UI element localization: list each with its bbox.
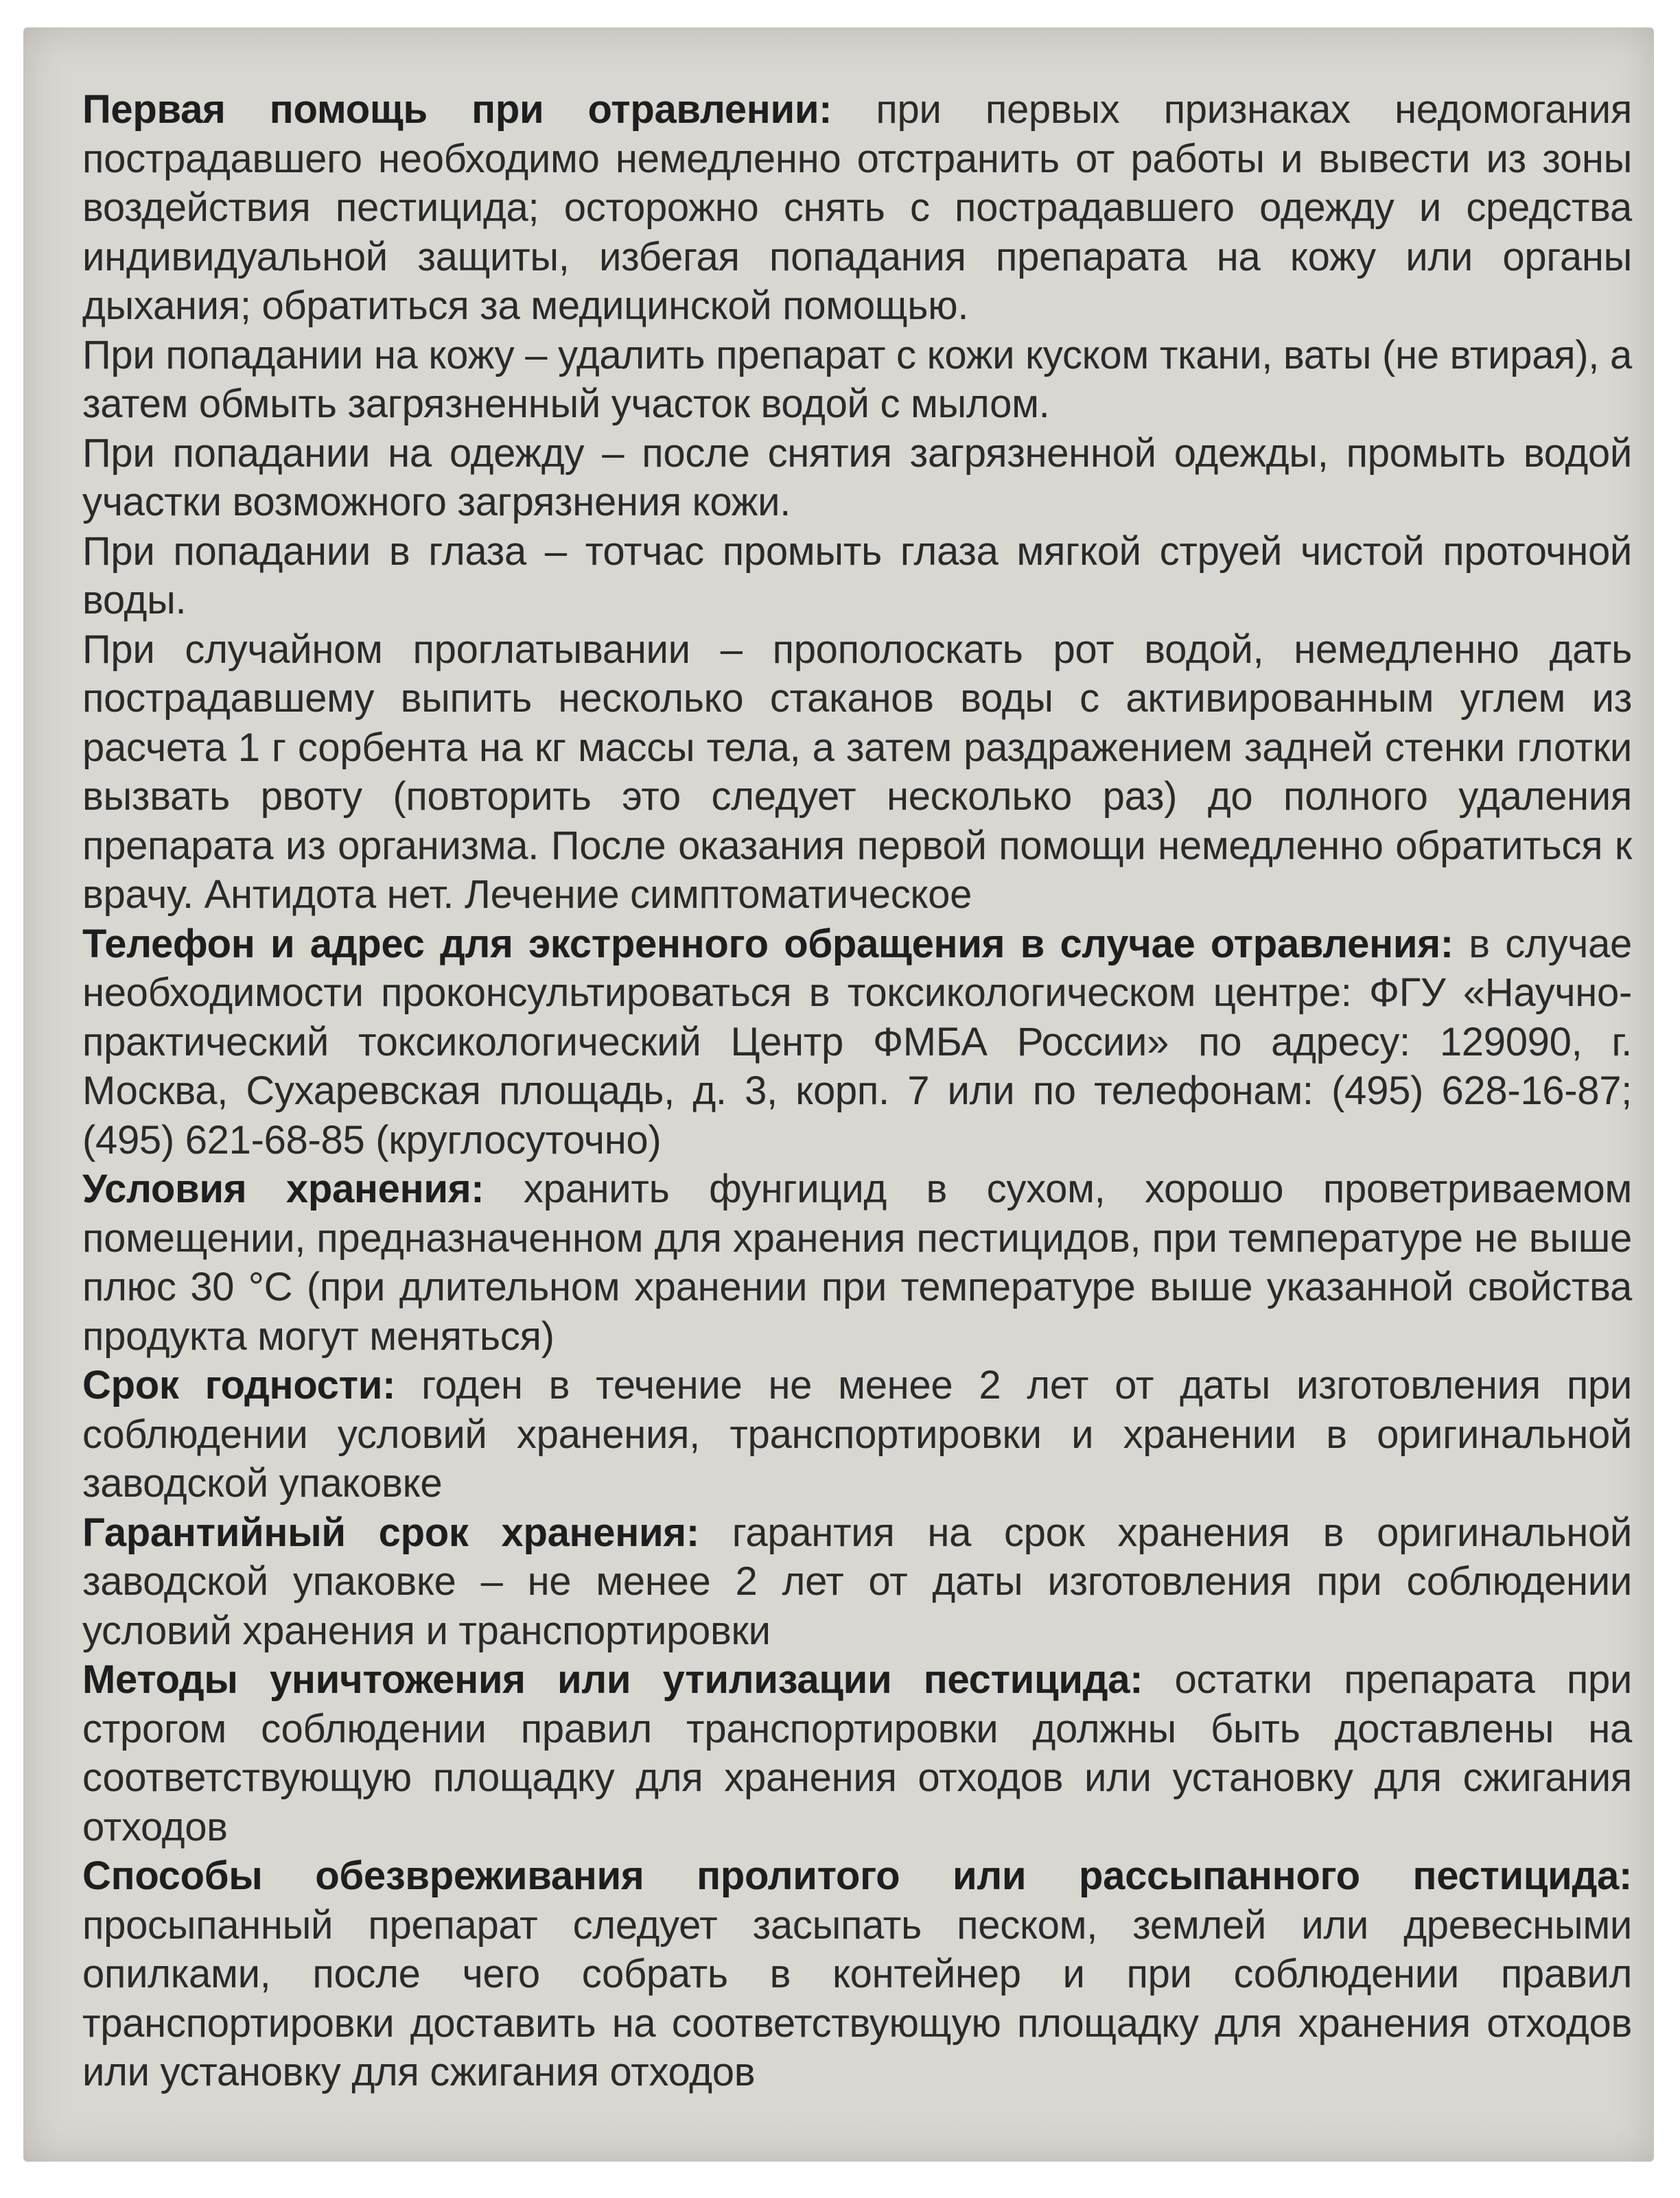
disposal-paragraph — [82, 1655, 1632, 1851]
skin-paragraph: При попадании на кожу – удалить препарат с кожи куском ткани, ваты (не втирая), а затем обмыть загрязненный участок водой с мылом. — [82, 332, 1632, 426]
emergency-heading: Телефон и адрес для экстренного обращения в случае отравления: — [82, 921, 1454, 966]
storage-text: хранить фунгицид в сухом, хорошо проветриваемом помещении, предназначенном для хранения пестицидов, при температуре не выше плюс 30 °С (при длительном хранении при температуре выше указанной свойства продукта могут меняться) — [82, 1167, 1632, 1359]
first-aid-text: при первых признаках недомогания пострадавшего необходимо немедленно отстранить от работы и вывести из зоны воздействия пестицида; осторожно снять с пострадавшего одежду и средства индивидуальной защиты, избегая попадания препарата на кожу или органы дыхания; обратиться за медицинской помощью. — [82, 87, 1632, 328]
guarantee-paragraph — [82, 1508, 1632, 1656]
storage-paragraph — [82, 1165, 1632, 1361]
first-aid-heading: Первая помощь при отравлении: — [82, 87, 832, 132]
emergency-paragraph — [82, 920, 1632, 1165]
storage-heading: Условия хранения: — [82, 1167, 485, 1211]
spill-heading: Способы обезвреживания пролитого или рассыпанного пестицида: — [82, 1854, 1632, 1898]
spill-paragraph — [82, 1851, 1632, 2097]
clothes-paragraph: При попадании на одежду – после снятия загрязненной одежды, промыть водой участки возможного загрязнения кожи. — [82, 430, 1632, 524]
eyes-paragraph: При попадании в глаза – тотчас промыть глаза мягкой струей чистой проточной воды. — [82, 528, 1632, 622]
shelf-life-paragraph — [82, 1361, 1632, 1508]
disposal-heading: Методы уничтожения или утилизации пестицида: — [82, 1657, 1143, 1702]
spill-text: просыпанный препарат следует засыпать песком, землей или древесными опилками, после чего собрать в контейнер и при соблюдении правил транспортировки доставить на соответствующую площадку для хранения отходов или установку для сжигания отходов — [82, 1902, 1632, 2094]
disposal-text: остатки препарата при строгом соблюдении правил транспортировки должны быть доставлены на соответствующую площадку для хранения отходов или установку для сжигания отходов — [82, 1657, 1632, 1849]
instruction-text — [82, 85, 1632, 2097]
shelf-life-heading: Срок годности: — [82, 1363, 396, 1407]
shelf-life-text: годен в течение не менее 2 лет от даты изготовления при соблюдении условий хранения, транспортировки и хранении в оригинальной заводской упаковке — [82, 1363, 1632, 1506]
guarantee-heading: Гарантийный срок хранения: — [82, 1510, 699, 1555]
first-aid-paragraph — [82, 85, 1632, 331]
emergency-text: в случае необходимости проконсультироваться в токсикологическом центре: ФГУ «Научно-практический токсикологический Центр ФМБА России» по адресу: 129090, г. Москва, Сухаревская площадь, д. 3, корп. 7 или по телефонам: (495) 628-16-87; (495) 621-68-85 (круглосуточно) — [82, 921, 1632, 1162]
document-page — [23, 27, 1654, 2162]
swallowing-paragraph: При случайном проглатывании – прополоскать рот водой, немедленно дать пострадавшему выпить несколько стаканов воды с активированным углем из расчета 1 г сорбента на кг массы тела, а затем раздражением задней стенки глотки вызвать рвоту (повторить это следует несколько раз) до полного удаления препарата из организма. После оказания первой помощи немедленно обратиться к врачу. Антидота нет. Лечение симптоматическое — [82, 627, 1632, 917]
guarantee-text: гарантия на срок хранения в оригинальной заводской упаковке – не менее 2 лет от даты изготовления при соблюдении условий хранения и транспортировки — [82, 1510, 1632, 1653]
